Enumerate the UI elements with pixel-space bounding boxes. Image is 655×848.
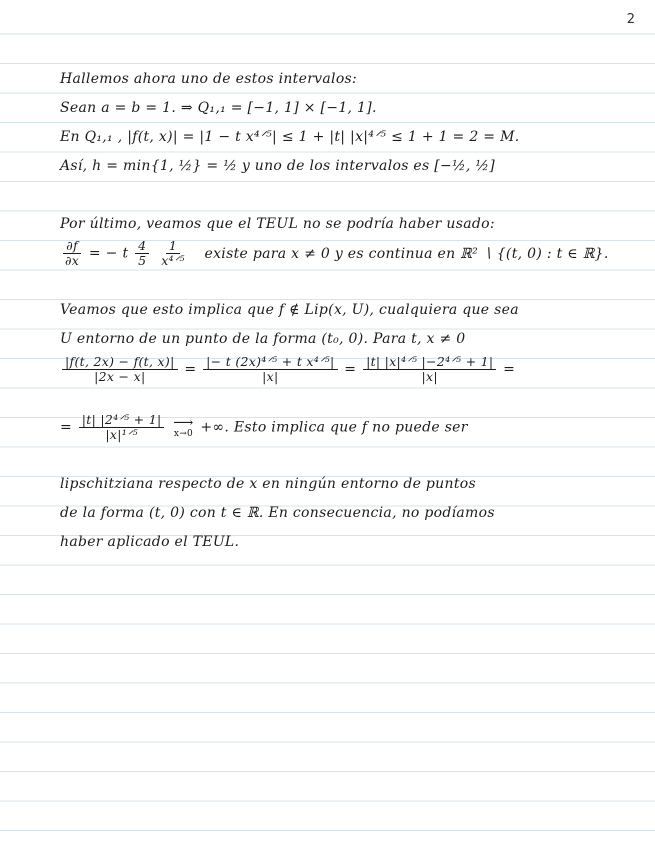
expanded-fraction	[203, 355, 337, 384]
arrow-icon: ⟶	[173, 414, 194, 431]
text-line-13: haber aplicado el TEUL.	[60, 534, 240, 550]
limit-result-text: +∞. Esto implica que f no puede ser	[200, 419, 468, 436]
partial-derivative-num: ∂f	[63, 239, 81, 254]
limit-fraction	[79, 413, 165, 442]
page-number: 2	[626, 12, 635, 27]
equals-4: =	[60, 419, 73, 436]
limit-arrow	[173, 414, 194, 439]
factored-fraction	[363, 355, 496, 384]
fraction-one-over-x-den: x⁴ᐟ⁵	[161, 253, 185, 268]
equals-2: =	[344, 361, 357, 378]
text-line-8: U entorno de un punto de la forma (t₀, 0). Para t, x ≠ 0	[60, 331, 466, 347]
partial-derivative	[62, 239, 82, 268]
factored-den: |x|	[421, 369, 438, 384]
quotient-fraction	[62, 355, 178, 384]
limit-fraction-den: |x|¹ᐟ⁵	[105, 427, 138, 442]
equals-1: =	[184, 361, 197, 378]
text-line-7: Veamos que esto implica que f ∉ Lip(x, U), cualquiera que sea	[60, 302, 519, 318]
text-line-10	[60, 413, 468, 442]
text-line-4: Así, h = min{1, ½} = ½ y uno de los intervalos es [−½, ½]	[60, 158, 496, 174]
text-line-1: Hallemos ahora uno de estos intervalos:	[60, 71, 358, 87]
expanded-den: |x|	[262, 369, 279, 384]
text-line-9	[60, 355, 515, 384]
equals-3: =	[503, 361, 516, 378]
fraction-one-over-x	[158, 239, 188, 268]
fraction-four-fifths-den: 5	[138, 253, 147, 268]
text-line-6	[60, 239, 609, 268]
fraction-four-fifths	[135, 239, 149, 268]
text-line-3: En Q₁,₁ , |f(t, x)| = |1 − t x⁴ᐟ⁵| ≤ 1 + |t| |x|⁴ᐟ⁵ ≤ 1 + 1 = 2 = M.	[60, 129, 520, 145]
text-line-5: Por último, veamos que el TEUL no se podría haber usado:	[60, 216, 495, 232]
derivative-continuity-text: existe para x ≠ 0 y es continua en ℝ² ∖ {(t, 0) : t ∈ ℝ}.	[204, 245, 609, 262]
text-line-2: Sean a = b = 1. ⇒ Q₁,₁ = [−1, 1] × [−1, 1].	[60, 100, 377, 116]
factored-num: |t| |x|⁴ᐟ⁵ |−2⁴ᐟ⁵ + 1|	[363, 355, 496, 370]
partial-derivative-den: ∂x	[65, 253, 80, 268]
text-line-11: lipschitziana respecto de x en ningún entorno de puntos	[60, 476, 476, 492]
expanded-num: |− t (2x)⁴ᐟ⁵ + t x⁴ᐟ⁵|	[203, 355, 337, 370]
fraction-four-fifths-num: 4	[135, 239, 149, 254]
derivative-equals: = − t	[88, 245, 129, 262]
limit-subscript: x→0	[173, 428, 194, 439]
quotient-num: |f(t, 2x) − f(t, x)|	[62, 355, 178, 370]
fraction-one-over-x-num: 1	[166, 239, 180, 254]
limit-fraction-num: |t| |2⁴ᐟ⁵ + 1|	[79, 413, 165, 428]
text-line-12: de la forma (t, 0) con t ∈ ℝ. En consecuencia, no podíamos	[60, 505, 495, 521]
quotient-den: |2x − x|	[94, 369, 146, 384]
